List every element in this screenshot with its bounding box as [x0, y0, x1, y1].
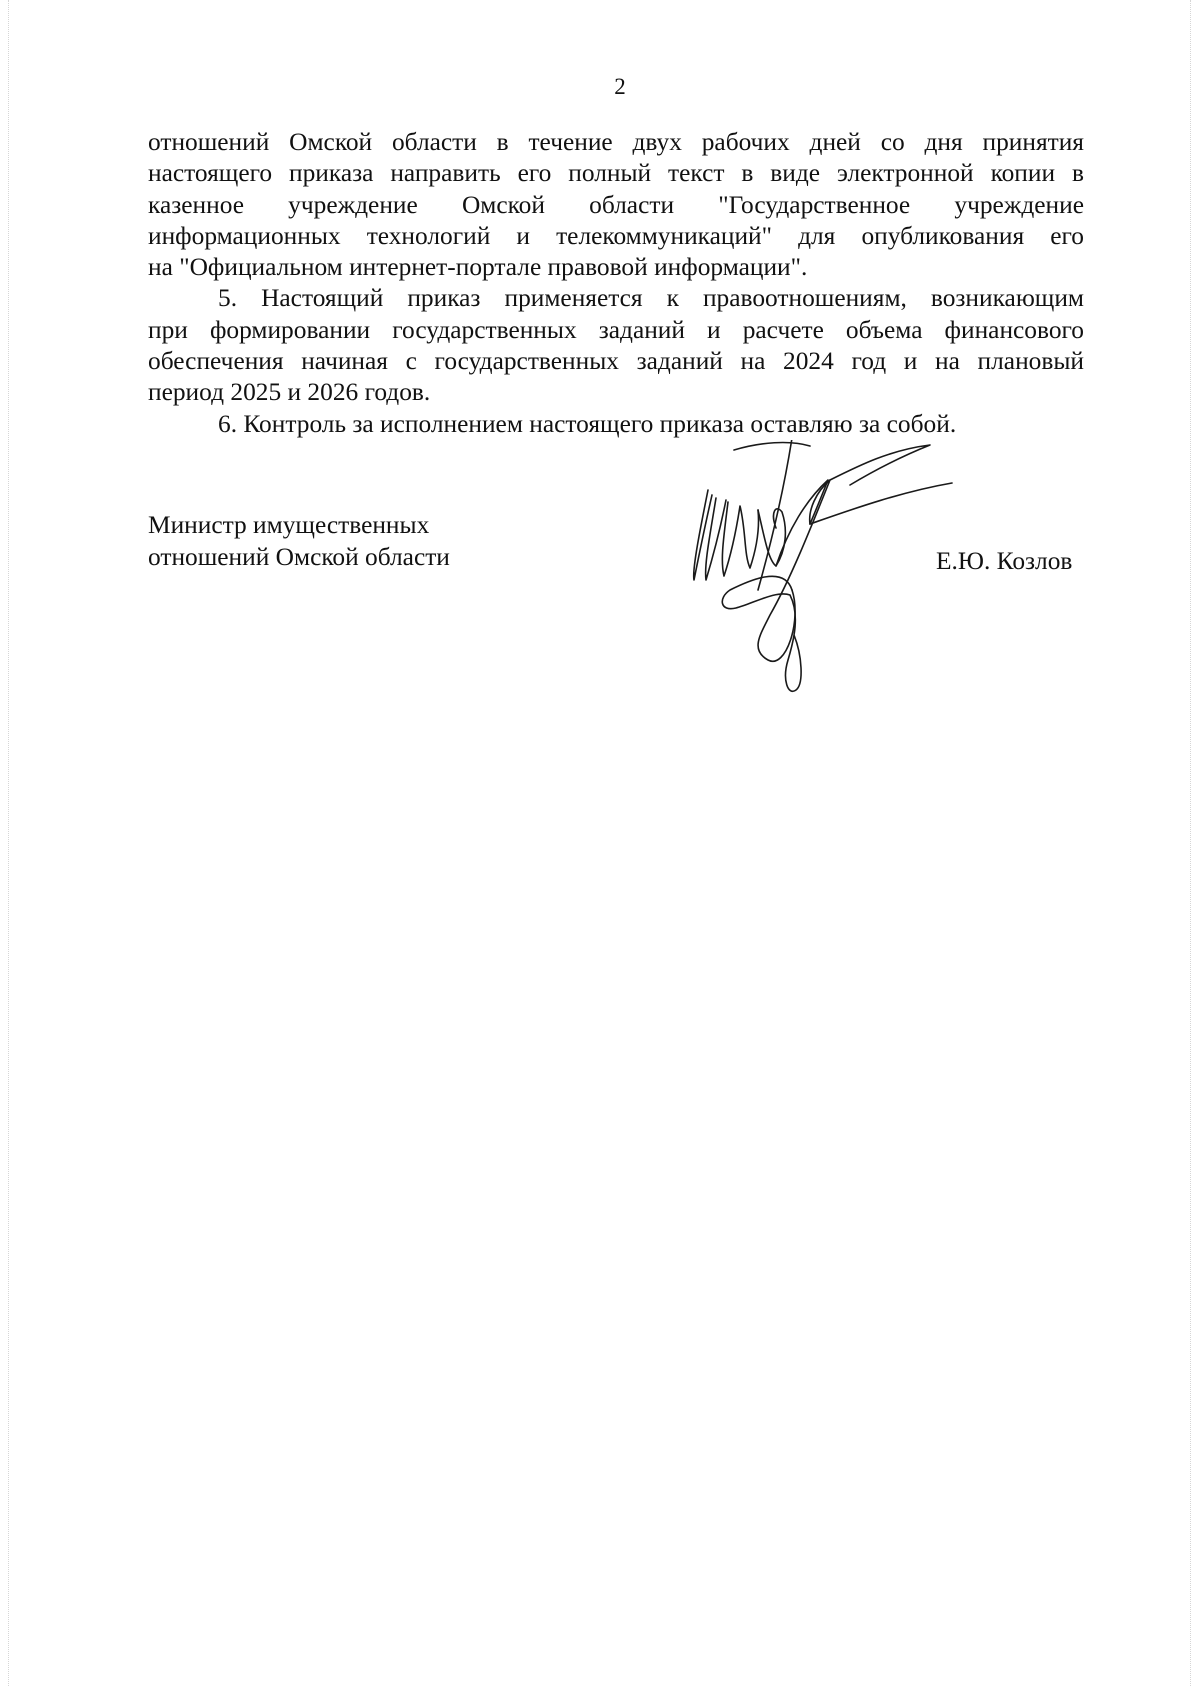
- signature-stroke: [722, 502, 758, 576]
- body-line: казенное учреждение Омской области "Государственное учреждение: [148, 190, 1084, 219]
- body-line: отношений Омской области в течение двух рабочих дней со дня принятия: [148, 128, 1084, 156]
- paragraph-5-line: при формировании государственных заданий и расчете объема финансового: [148, 315, 1084, 344]
- scan-edge-right: [1190, 0, 1192, 1686]
- scan-edge-left: [8, 0, 10, 1686]
- signature-stroke: [830, 445, 930, 485]
- body-text: [148, 127, 1084, 440]
- body-line: на "Официальном интернет-портале правовой информации".: [148, 253, 808, 282]
- page-number: 2: [614, 74, 626, 99]
- signature-stroke: [734, 443, 810, 450]
- signatory-position-line: Министр имущественных: [148, 511, 430, 539]
- signature-stroke: [758, 440, 794, 590]
- paragraph-5-line: 5. Настоящий приказ применяется к правоотношениям, возникающим: [218, 284, 1084, 313]
- signature-stroke: [776, 480, 828, 566]
- body-line: информационных технологий и телекоммуникаций" для опубликования его: [148, 221, 1084, 250]
- paragraph-5-line: период 2025 и 2026 годов.: [148, 378, 431, 407]
- body-line: настоящего приказа направить его полный текст в виде электронной копии в: [148, 159, 1084, 188]
- signatory-position: [148, 510, 450, 573]
- signatory-position-line: отношений Омской области: [148, 542, 450, 571]
- signatory-name: Е.Ю. Козлов: [936, 547, 1073, 575]
- paragraph-6-line: 6. Контроль за исполнением настоящего приказа оставляю за собой.: [218, 409, 957, 438]
- signature-stroke: [810, 483, 952, 524]
- paragraph-5-line: обеспечения начиная с государственных заданий на 2024 год и на плановый: [148, 347, 1084, 376]
